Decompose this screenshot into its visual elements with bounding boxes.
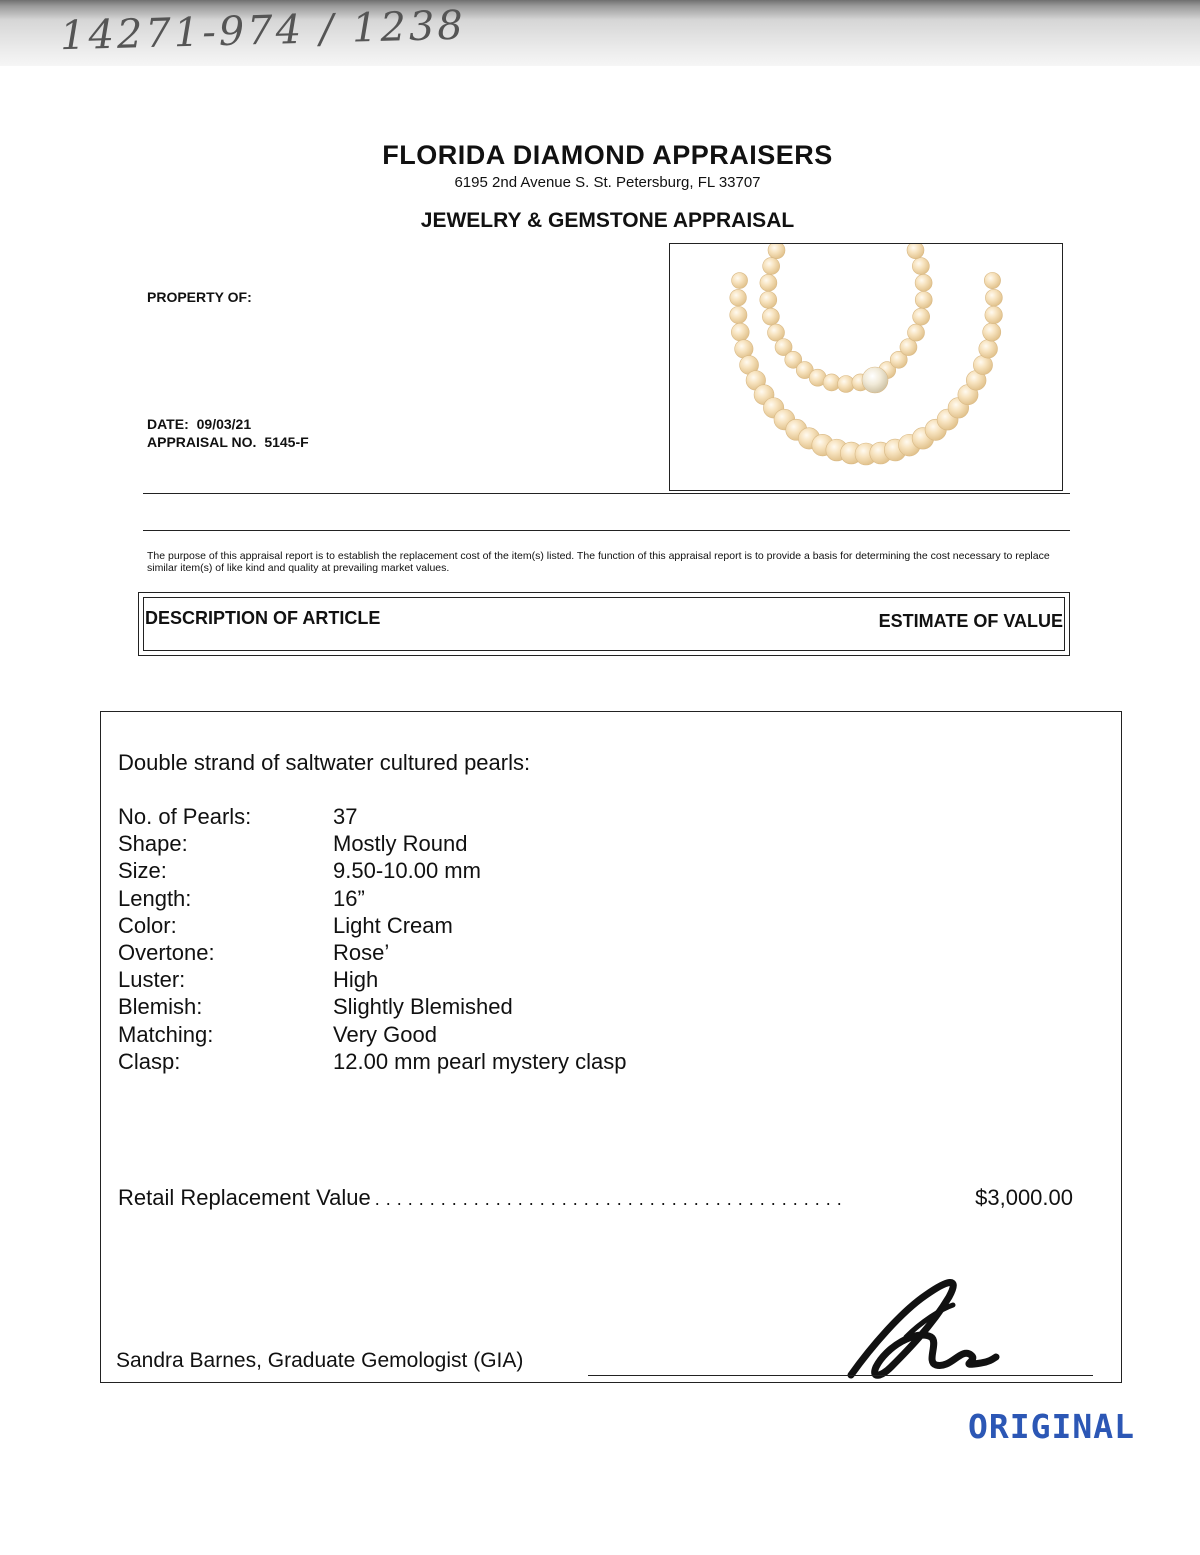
pearl — [915, 274, 932, 291]
divider-line — [143, 530, 1070, 531]
pearl — [915, 291, 932, 308]
spec-value: Very Good — [333, 1021, 437, 1047]
pearl — [730, 306, 747, 323]
spec-row — [118, 994, 1018, 1021]
spec-value: Slightly Blemished — [333, 994, 513, 1020]
spec-value: 16” — [333, 885, 365, 911]
pearl — [768, 244, 785, 259]
purpose-statement: The purpose of this appraisal report is to establish the replacement cost of the item(s) listed. The function of this appraisal report is to provide a basis for determining the cost necessary to replace similar item(s) of like kind and quality at prevailing market values. — [147, 550, 1050, 574]
spec-value: Rose’ — [333, 939, 390, 965]
report-title: JEWELRY & GEMSTONE APPRAISAL — [420, 209, 795, 232]
pearl — [762, 308, 779, 325]
spec-list — [118, 804, 1018, 1076]
article-intro: Double strand of saltwater cultured pearls: — [118, 750, 531, 775]
retail-value-amount: $3,000.00 — [975, 1185, 1073, 1210]
pearl — [913, 308, 930, 325]
spec-label: Blemish: — [118, 994, 203, 1020]
appraisal-number-label: APPRAISAL NO. — [147, 434, 257, 450]
property-of-label — [147, 289, 252, 305]
spec-label: Matching: — [118, 1021, 214, 1047]
pearl-necklace-image — [670, 244, 1062, 490]
pearl — [984, 272, 1000, 288]
company-name: FLORIDA DIAMOND APPRAISERS — [382, 140, 833, 170]
estimate-of-value-label: ESTIMATE OF VALUE — [878, 611, 1063, 631]
spec-value: 12.00 mm pearl mystery clasp — [333, 1048, 627, 1074]
signature-mark — [831, 1267, 1001, 1387]
spec-value: 37 — [333, 804, 358, 829]
spec-label: Size: — [118, 858, 167, 884]
spec-row — [118, 831, 1018, 858]
spec-row — [118, 886, 1018, 913]
divider-line — [143, 493, 1070, 494]
date-row — [147, 416, 251, 432]
spec-row — [118, 858, 1018, 885]
pearl — [985, 306, 1003, 324]
leader-dots: ........................................... — [374, 1189, 848, 1209]
spec-row — [118, 967, 1018, 994]
pearl — [760, 291, 777, 308]
retail-value-label: Retail Replacement Value — [118, 1185, 371, 1210]
signature-rule — [588, 1375, 1093, 1376]
date-label: DATE: — [147, 416, 189, 432]
spec-label: Shape: — [118, 831, 188, 857]
pearl — [985, 289, 1002, 306]
signer-name: Sandra Barnes, Graduate Gemologist (GIA) — [116, 1349, 524, 1372]
spec-label: Luster: — [118, 967, 186, 993]
spec-value: 9.50-10.00 mm — [333, 858, 481, 884]
spec-row — [118, 1022, 1018, 1049]
handwritten-reference: 14271-974 / 1238 — [59, 2, 467, 60]
spec-row — [118, 804, 1018, 831]
spec-label: Clasp: — [118, 1048, 181, 1074]
pearl — [731, 323, 749, 341]
spec-value: High — [333, 967, 379, 993]
spec-label: No. of Pearls: — [118, 804, 252, 829]
pearl — [862, 367, 888, 393]
pearl — [732, 273, 748, 289]
spec-value: Mostly Round — [333, 831, 468, 857]
property-of-text: PROPERTY OF: — [147, 289, 252, 305]
pearl — [730, 289, 747, 306]
article-description-box — [100, 711, 1122, 1383]
pearl — [912, 258, 929, 275]
appraisal-number-row — [147, 434, 309, 450]
spec-row — [118, 913, 1018, 940]
company-address: 6195 2nd Avenue S. St. Petersburg, FL 33707 — [454, 174, 761, 191]
pearl — [907, 244, 924, 259]
description-of-article-label: DESCRIPTION OF ARTICLE — [145, 608, 381, 628]
appraisal-number-value: 5145-F — [264, 434, 309, 450]
pearl — [735, 340, 753, 358]
pearl — [907, 324, 924, 341]
spec-label: Color: — [118, 912, 177, 938]
pearl — [763, 258, 780, 275]
spec-value: Light Cream — [333, 912, 453, 938]
pearl — [983, 323, 1001, 341]
pearl — [979, 340, 998, 359]
original-stamp: ORIGINAL — [968, 1407, 1135, 1446]
spec-row — [118, 1049, 1018, 1076]
spec-label: Overtone: — [118, 939, 215, 965]
date-value: 09/03/21 — [196, 416, 252, 432]
item-photo — [669, 243, 1063, 491]
description-header — [138, 592, 1070, 656]
retail-value-line — [118, 1185, 1073, 1211]
spec-label: Length: — [118, 885, 192, 911]
spec-row — [118, 940, 1018, 967]
pearl — [760, 274, 777, 291]
